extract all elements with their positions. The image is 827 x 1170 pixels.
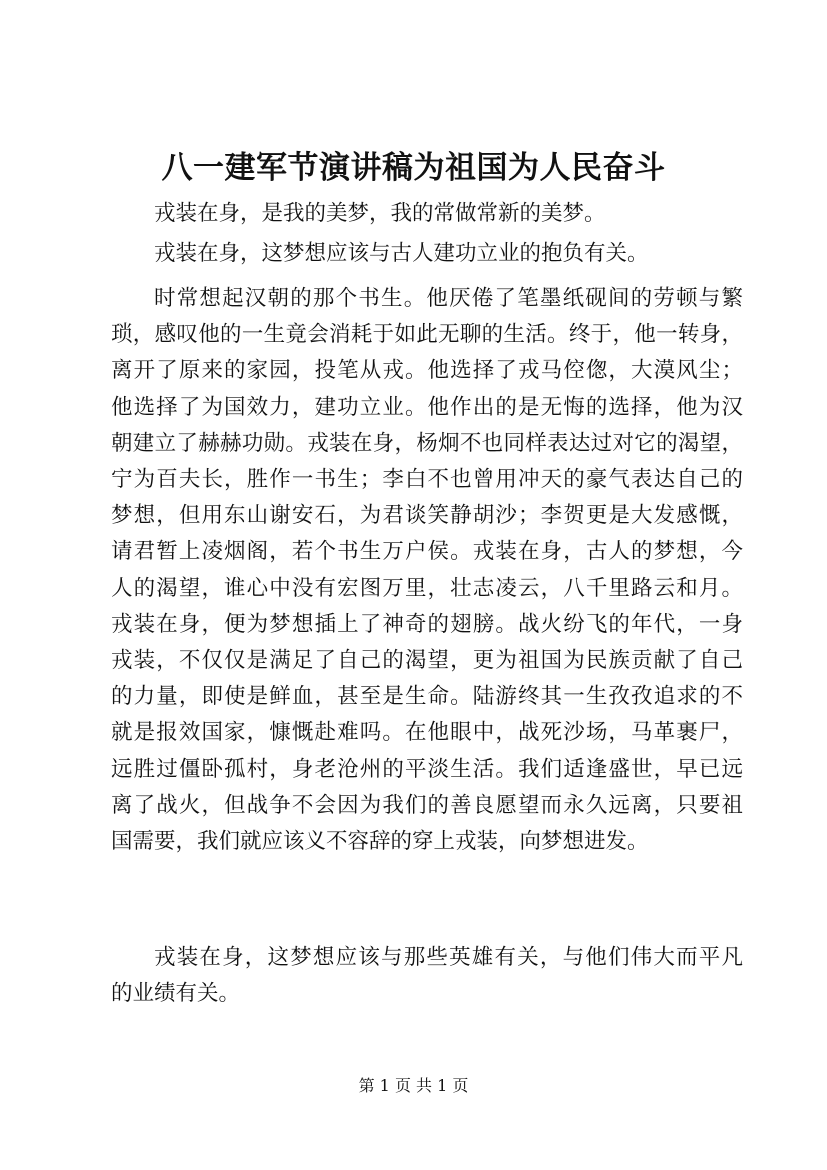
paragraph-line: 宁为百夫长，胜作一书生；李白不也曾用冲天的豪气表达自己的 <box>111 467 743 493</box>
paragraph-line: 时常想起汉朝的那个书生。他厌倦了笔墨纸砚间的劳顿与繁 <box>154 286 743 311</box>
paragraph-2 <box>111 236 743 272</box>
paragraph-line: 戎装在身，这梦想应该与古人建功立业的抱负有关。 <box>154 241 649 266</box>
paragraph-line: 国需要，我们就应该义不容辞的穿上戎装，向梦想进发。 <box>111 829 649 855</box>
document-title: 八一建军节演讲稿为祖国为人民奋斗 <box>161 150 666 186</box>
paragraph-line: 他选择了为国效力，建功立业。他作出的是无悔的选择，他为汉 <box>111 394 743 420</box>
paragraph-line: 就是报效国家，慷慨赴难吗。在他眼中，战死沙场，马革裹尸， <box>111 720 743 746</box>
paragraph-4 <box>111 940 743 1012</box>
paragraph-1 <box>111 196 743 232</box>
paragraph-line: 的业绩有关。 <box>111 981 241 1007</box>
paragraph-line: 戎装在身，便为梦想插上了神奇的翅膀。战火纷飞的年代，一身 <box>111 611 743 637</box>
paragraph-line: 请君暂上凌烟阁，若个书生万户侯。戎装在身，古人的梦想，今 <box>111 539 743 565</box>
paragraph-line: 离开了原来的家园，投笔从戎。他选择了戎马倥偬，大漠风尘； <box>111 358 743 384</box>
paragraph-line: 远胜过僵卧孤村，身老沧州的平淡生活。我们适逢盛世，早已远 <box>111 756 743 782</box>
paragraph-line: 人的渴望，谁心中没有宏图万里，壮志凌云，八千里路云和月。 <box>111 575 743 601</box>
page-footer: 第 1 页 共 1 页 <box>358 1076 469 1095</box>
paragraph-line: 戎装在身，是我的美梦，我的常做常新的美梦。 <box>154 201 606 226</box>
paragraph-line: 琐，感叹他的一生竟会消耗于如此无聊的生活。终于，他一转身， <box>111 322 743 348</box>
paragraph-line: 离了战火，但战争不会因为我们的善良愿望而永久远离，只要祖 <box>111 792 743 818</box>
paragraph-line: 戎装，不仅仅是满足了自己的渴望，更为祖国为民族贡献了自己 <box>111 648 743 674</box>
paragraph-line: 朝建立了赫赫功勋。戎装在身，杨炯不也同样表达过对它的渴望， <box>111 430 743 456</box>
paragraph-3 <box>111 281 743 860</box>
paragraph-line: 的力量，即使是鲜血，甚至是生命。陆游终其一生孜孜追求的不 <box>111 684 743 710</box>
paragraph-line: 梦想，但用东山谢安石，为君谈笑静胡沙；李贺更是大发感慨， <box>111 503 743 529</box>
paragraph-line: 戎装在身，这梦想应该与那些英雄有关，与他们伟大而平凡 <box>154 945 743 970</box>
